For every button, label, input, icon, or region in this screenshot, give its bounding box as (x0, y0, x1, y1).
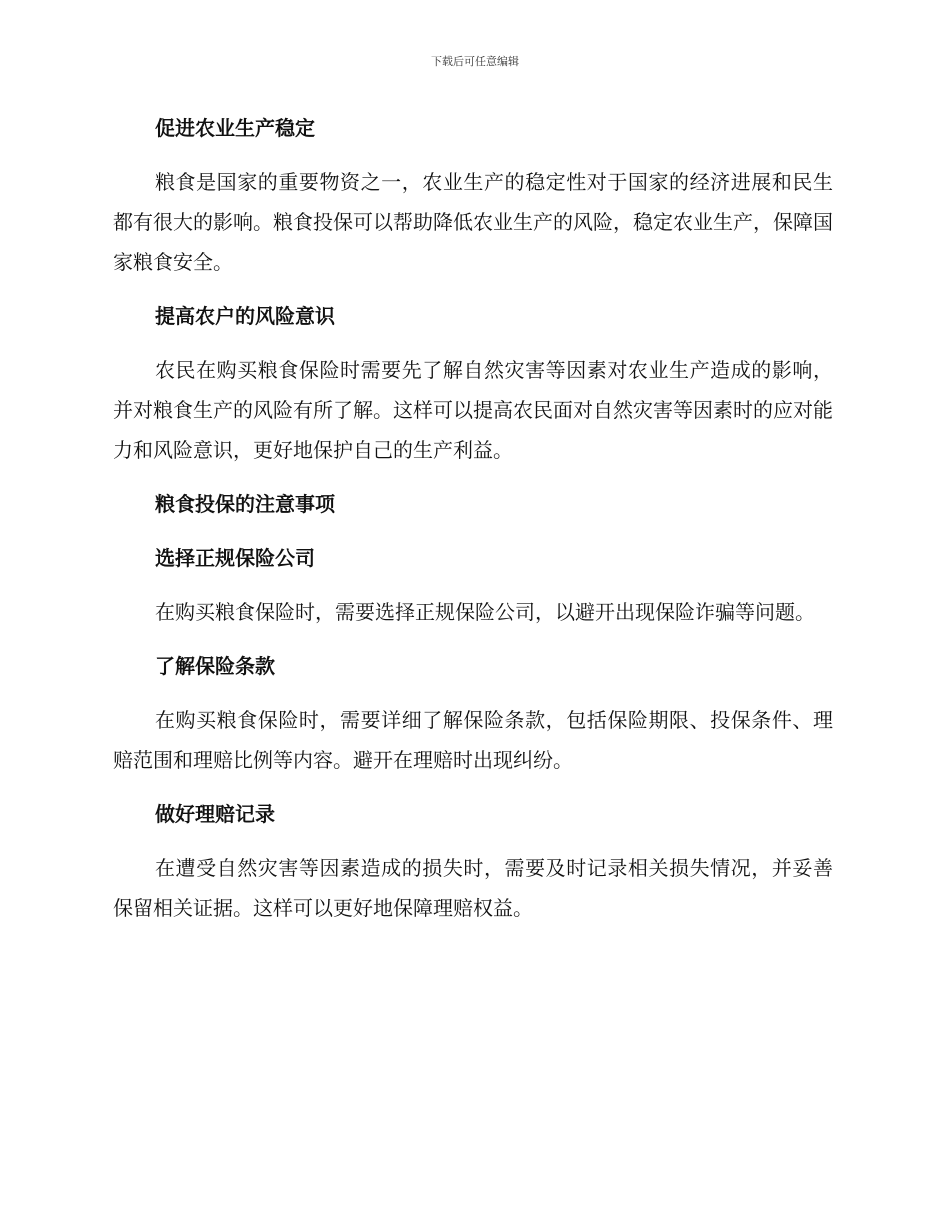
section-heading-risk-awareness: 提高农户的风险意识 (155, 304, 335, 328)
paragraph-choose-insurer: 在购买粮食保险时，需要选择正规保险公司，以避开出现保险诈骗等问题。 (155, 600, 815, 624)
section-heading-understand-terms: 了解保险条款 (155, 654, 275, 678)
document-body (113, 108, 833, 942)
paragraph-promote-stability: 粮食是国家的重要物资之一，农业生产的稳定性对于国家的经济进展和民生都有很大的影响。粮食投保可以帮助降低农业生产的风险，稳定农业生产，保障国家粮食安全。 (113, 170, 833, 274)
paragraph-understand-terms: 在购买粮食保险时，需要详细了解保险条款，包括保险期限、投保条件、理赔范围和理赔比例等内容。避开在理赔时出现纠纷。 (113, 708, 833, 772)
section-heading-promote-stability: 促进农业生产稳定 (155, 116, 315, 140)
paragraph-claim-records: 在遭受自然灾害等因素造成的损失时，需要及时记录相关损失情况，并妥善保留相关证据。这样可以更好地保障理赔权益。 (113, 856, 833, 920)
section-heading-claim-records: 做好理赔记录 (155, 802, 275, 826)
section-heading-choose-insurer: 选择正规保险公司 (155, 546, 315, 570)
page-header: 下载后可任意编辑 (431, 55, 519, 68)
section-heading-precautions: 粮食投保的注意事项 (155, 492, 335, 516)
paragraph-risk-awareness: 农民在购买粮食保险时需要先了解自然灾害等因素对农业生产造成的影响，并对粮食生产的风险有所了解。这样可以提高农民面对自然灾害等因素时的应对能力和风险意识，更好地保护自己的生产利益。 (113, 358, 833, 462)
